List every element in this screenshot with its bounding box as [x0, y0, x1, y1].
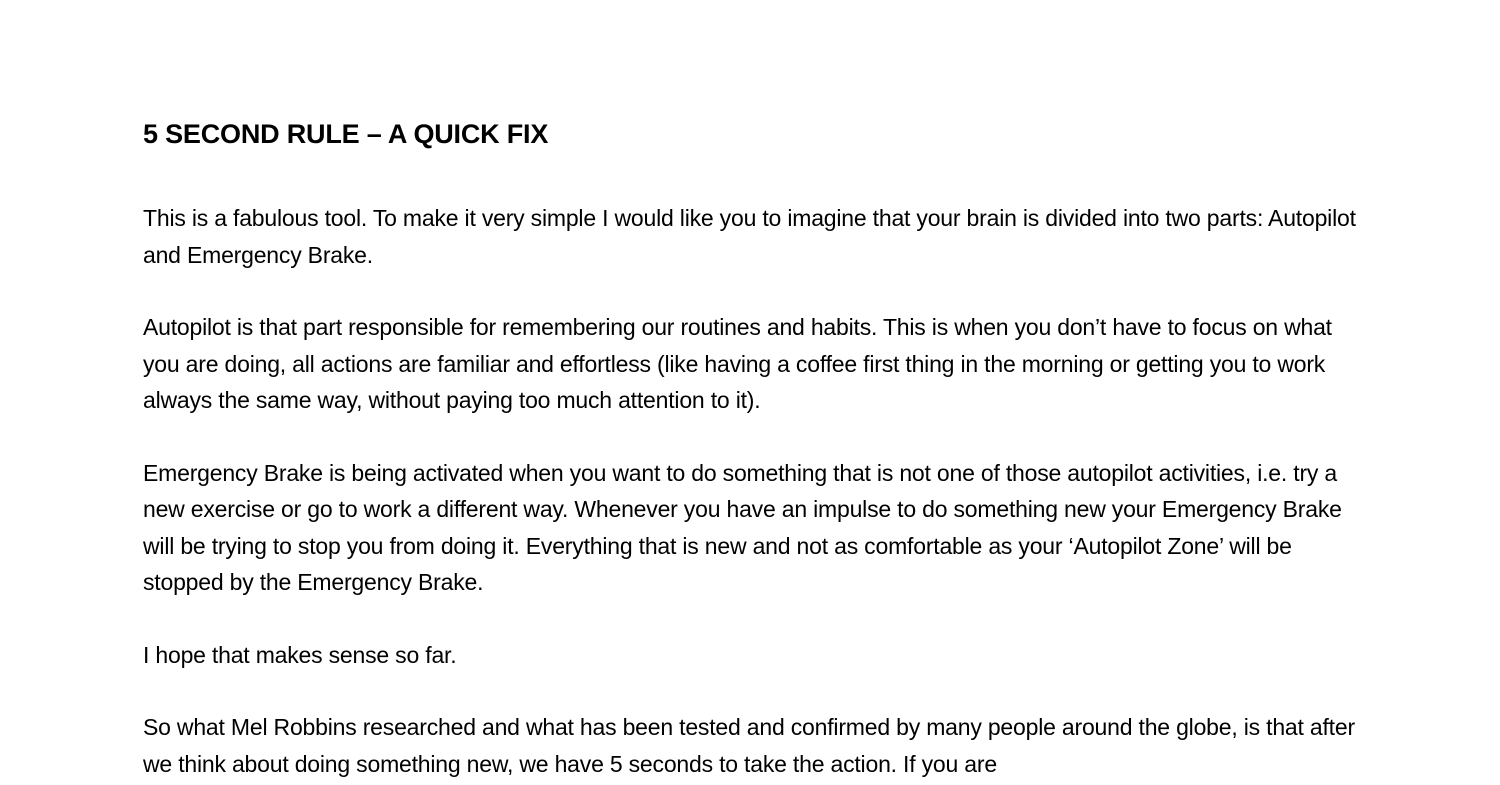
paragraph-makes-sense: I hope that makes sense so far. — [143, 641, 457, 668]
document-body — [143, 112, 1368, 785]
paragraph-mel-robbins: So what Mel Robbins researched and what has been tested and confirmed by many people around the globe, is that after we think about doing something new, we have 5 seconds to take the action. If you are — [143, 714, 1355, 777]
document-title: 5 SECOND RULE – A QUICK FIX — [143, 119, 549, 149]
paragraph-emergency-brake: Emergency Brake is being activated when you want to do something that is not one of those autopilot activities, i.e. try a new exercise or go to work a different way. Whenever you have an impulse to do something new your Emergency Brake will be trying to stop you from doing it. Everything that is new and not as comfortable as your ‘Autopilot Zone’ will be stopped by the Emergency Brake. — [143, 459, 1342, 595]
paragraph-brain-parts: This is a fabulous tool. To make it very simple I would like you to imagine that your brain is divided into two parts: Autopilot and Emergency Brake. — [143, 205, 1356, 268]
paragraph-autopilot: Autopilot is that part responsible for remembering our routines and habits. This is when you don’t have to focus on what you are doing, all actions are familiar and effortless (like having a coffee first thing in the morning or getting you to work always the same way, without paying too much attention to it). — [143, 314, 1332, 413]
